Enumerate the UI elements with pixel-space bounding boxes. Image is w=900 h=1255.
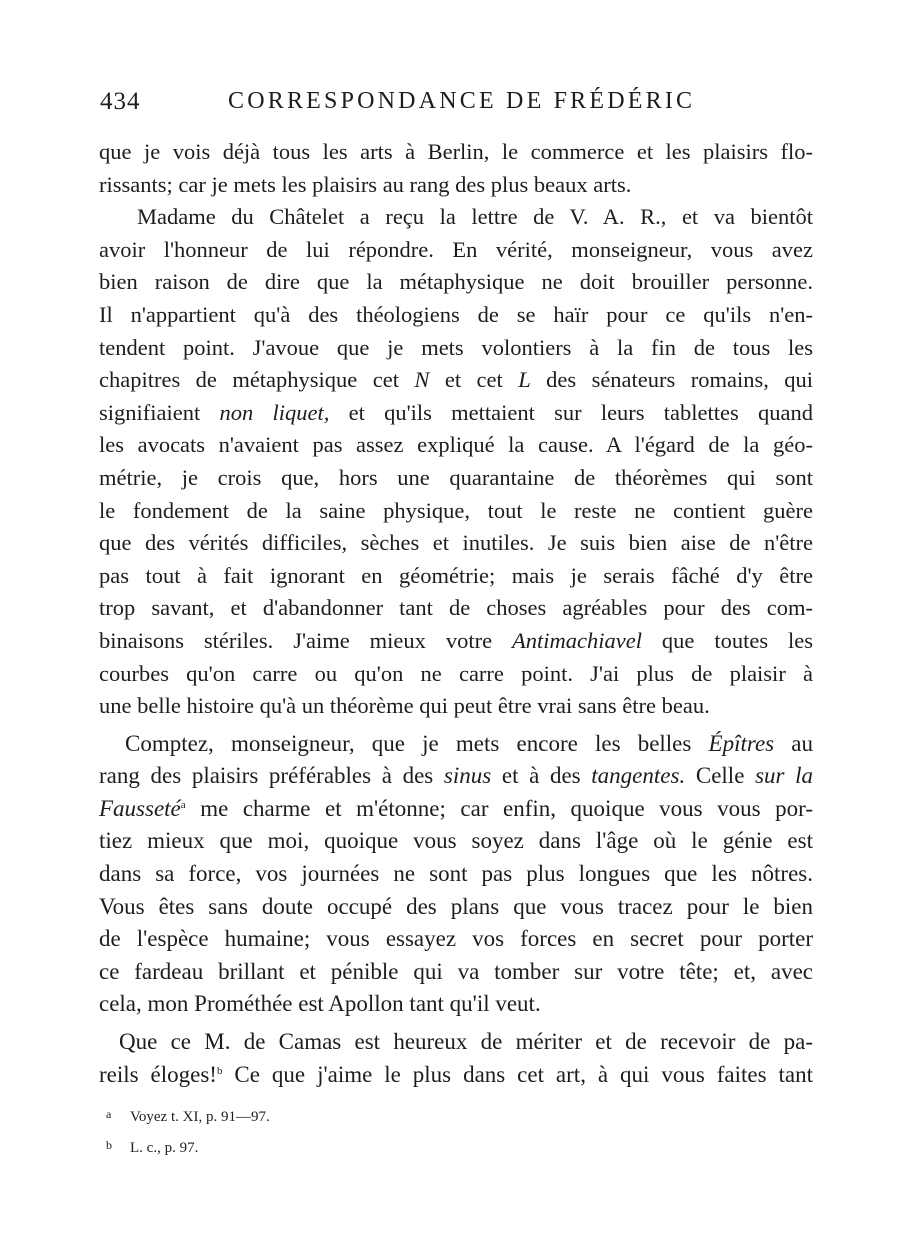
text-line (99, 364, 813, 397)
running-head: CORRESPONDANCE DE FRÉDÉRIC (228, 88, 696, 114)
text-run: des sénateurs romains, qui (546, 367, 814, 393)
text-run: et à des (501, 763, 581, 789)
page-number: 434 (100, 88, 141, 115)
text-line: rissants; car je mets les plaisirs au rang des plus beaux arts. (99, 171, 632, 197)
text-run: reils éloges! (99, 1061, 217, 1087)
paragraph (99, 136, 813, 201)
footnote-marker: b (216, 1064, 223, 1077)
text-line: tendent point. J'avoue que je mets volontiers à la fin de tous les (99, 334, 813, 360)
text-line: les avocats n'avaient pas assez expliqué la cause. A l'égard de la géo- (99, 432, 813, 458)
footnotes (106, 1100, 506, 1162)
italic-run: tangentes. (591, 763, 686, 789)
italic-run: sinus (443, 763, 492, 789)
text-line: dans sa force, vos journées ne sont pas plus longues que les nôtres. (99, 861, 813, 887)
page-header (100, 88, 800, 128)
text-line (99, 397, 813, 430)
text-line: Madame du Châtelet a reçu la lettre de V. A. R., et va bientôt (137, 204, 813, 230)
text-line: cela, mon Prométhée est Apollon tant qu'il veut. (99, 991, 541, 1017)
text-line (99, 1059, 813, 1092)
footnote (106, 1100, 506, 1131)
italic-letter: N (414, 367, 430, 393)
italic-run: sur la (755, 763, 814, 789)
text-line (99, 793, 813, 826)
italic-letter: L (518, 367, 531, 393)
footnote-marker: a (180, 798, 186, 811)
footnote-marker: a (106, 1107, 112, 1121)
paragraph (99, 201, 813, 723)
text-line: trop savant, et d'abandonner tant de choses agréables pour des com- (99, 595, 813, 621)
text-run: Ce que j'aime le plus dans cet art, à qui vous faites tant (234, 1061, 814, 1087)
text-line: Vous êtes sans doute occupé des plans que vous tracez pour le bien (99, 893, 813, 919)
text-line: avoir l'honneur de lui répondre. En vérité, monseigneur, vous avez (99, 236, 813, 262)
text-line: ce fardeau brillant et pénible qui va tomber sur votre tête; et, avec (99, 958, 813, 984)
italic-run: Antimachiavel (512, 627, 642, 653)
text-run: que toutes les (661, 627, 814, 653)
text-line (99, 625, 813, 658)
italic-run: Épîtres (708, 730, 775, 756)
body-text (99, 136, 813, 1091)
text-run: Comptez, monseigneur, que je mets encore les belles (125, 730, 692, 756)
text-line: Il n'appartient qu'à des théologiens de se haïr pour ce qu'ils n'en- (99, 301, 813, 327)
text-line (99, 728, 813, 761)
text-line: tiez mieux que moi, quoique vous soyez dans l'âge où le génie est (99, 828, 813, 854)
footnote-marker: b (106, 1138, 112, 1152)
text-line: une belle histoire qu'à un théorème qui peut être vrai sans être beau. (99, 693, 710, 719)
italic-run: Fausseté (99, 795, 181, 821)
text-line: métrie, je crois que, hors une quarantaine de théorèmes qui sont (99, 464, 813, 490)
text-run: chapitres de métaphysique cet (99, 367, 399, 393)
text-run: au (791, 730, 813, 756)
text-run: et qu'ils mettaient sur leurs tablettes quand (348, 399, 814, 425)
text-line (99, 760, 813, 793)
text-line: que des vérités difficiles, sèches et inutiles. Je suis bien aise de n'être (99, 530, 813, 556)
text-run: signifiaient (99, 399, 201, 425)
text-line: pas tout à fait ignorant en géométrie; mais je serais fâché d'y être (99, 562, 813, 588)
footnote-text: L. c., p. 97. (130, 1140, 199, 1156)
text-line: le fondement de la saine physique, tout le reste ne contient guère (99, 497, 813, 523)
footnote-text: Voyez t. XI, p. 91—97. (130, 1109, 270, 1125)
paragraph (99, 1026, 813, 1091)
text-line: courbes qu'on carre ou qu'on ne carre point. J'ai plus de plaisir à (99, 660, 813, 686)
text-run: Celle (695, 763, 745, 789)
text-line: Que ce M. de Camas est heureux de mériter et de recevoir de pa- (119, 1029, 813, 1055)
text-run: binaisons stériles. J'aime mieux votre (99, 627, 493, 653)
text-line: de l'espèce humaine; vous essayez vos forces en secret pour porter (99, 926, 813, 952)
paragraph (99, 728, 813, 1021)
italic-run: non liquet, (219, 399, 330, 425)
text-run: et cet (444, 367, 503, 393)
text-run: me charme et m'étonne; car enfin, quoique vous vous por- (200, 795, 814, 821)
footnote (106, 1131, 506, 1162)
text-line: bien raison de dire que la métaphysique ne doit brouiller personne. (99, 269, 813, 295)
text-line: que je vois déjà tous les arts à Berlin, le commerce et les plaisirs flo- (99, 139, 813, 164)
text-run: rang des plaisirs préférables à des (99, 763, 434, 789)
